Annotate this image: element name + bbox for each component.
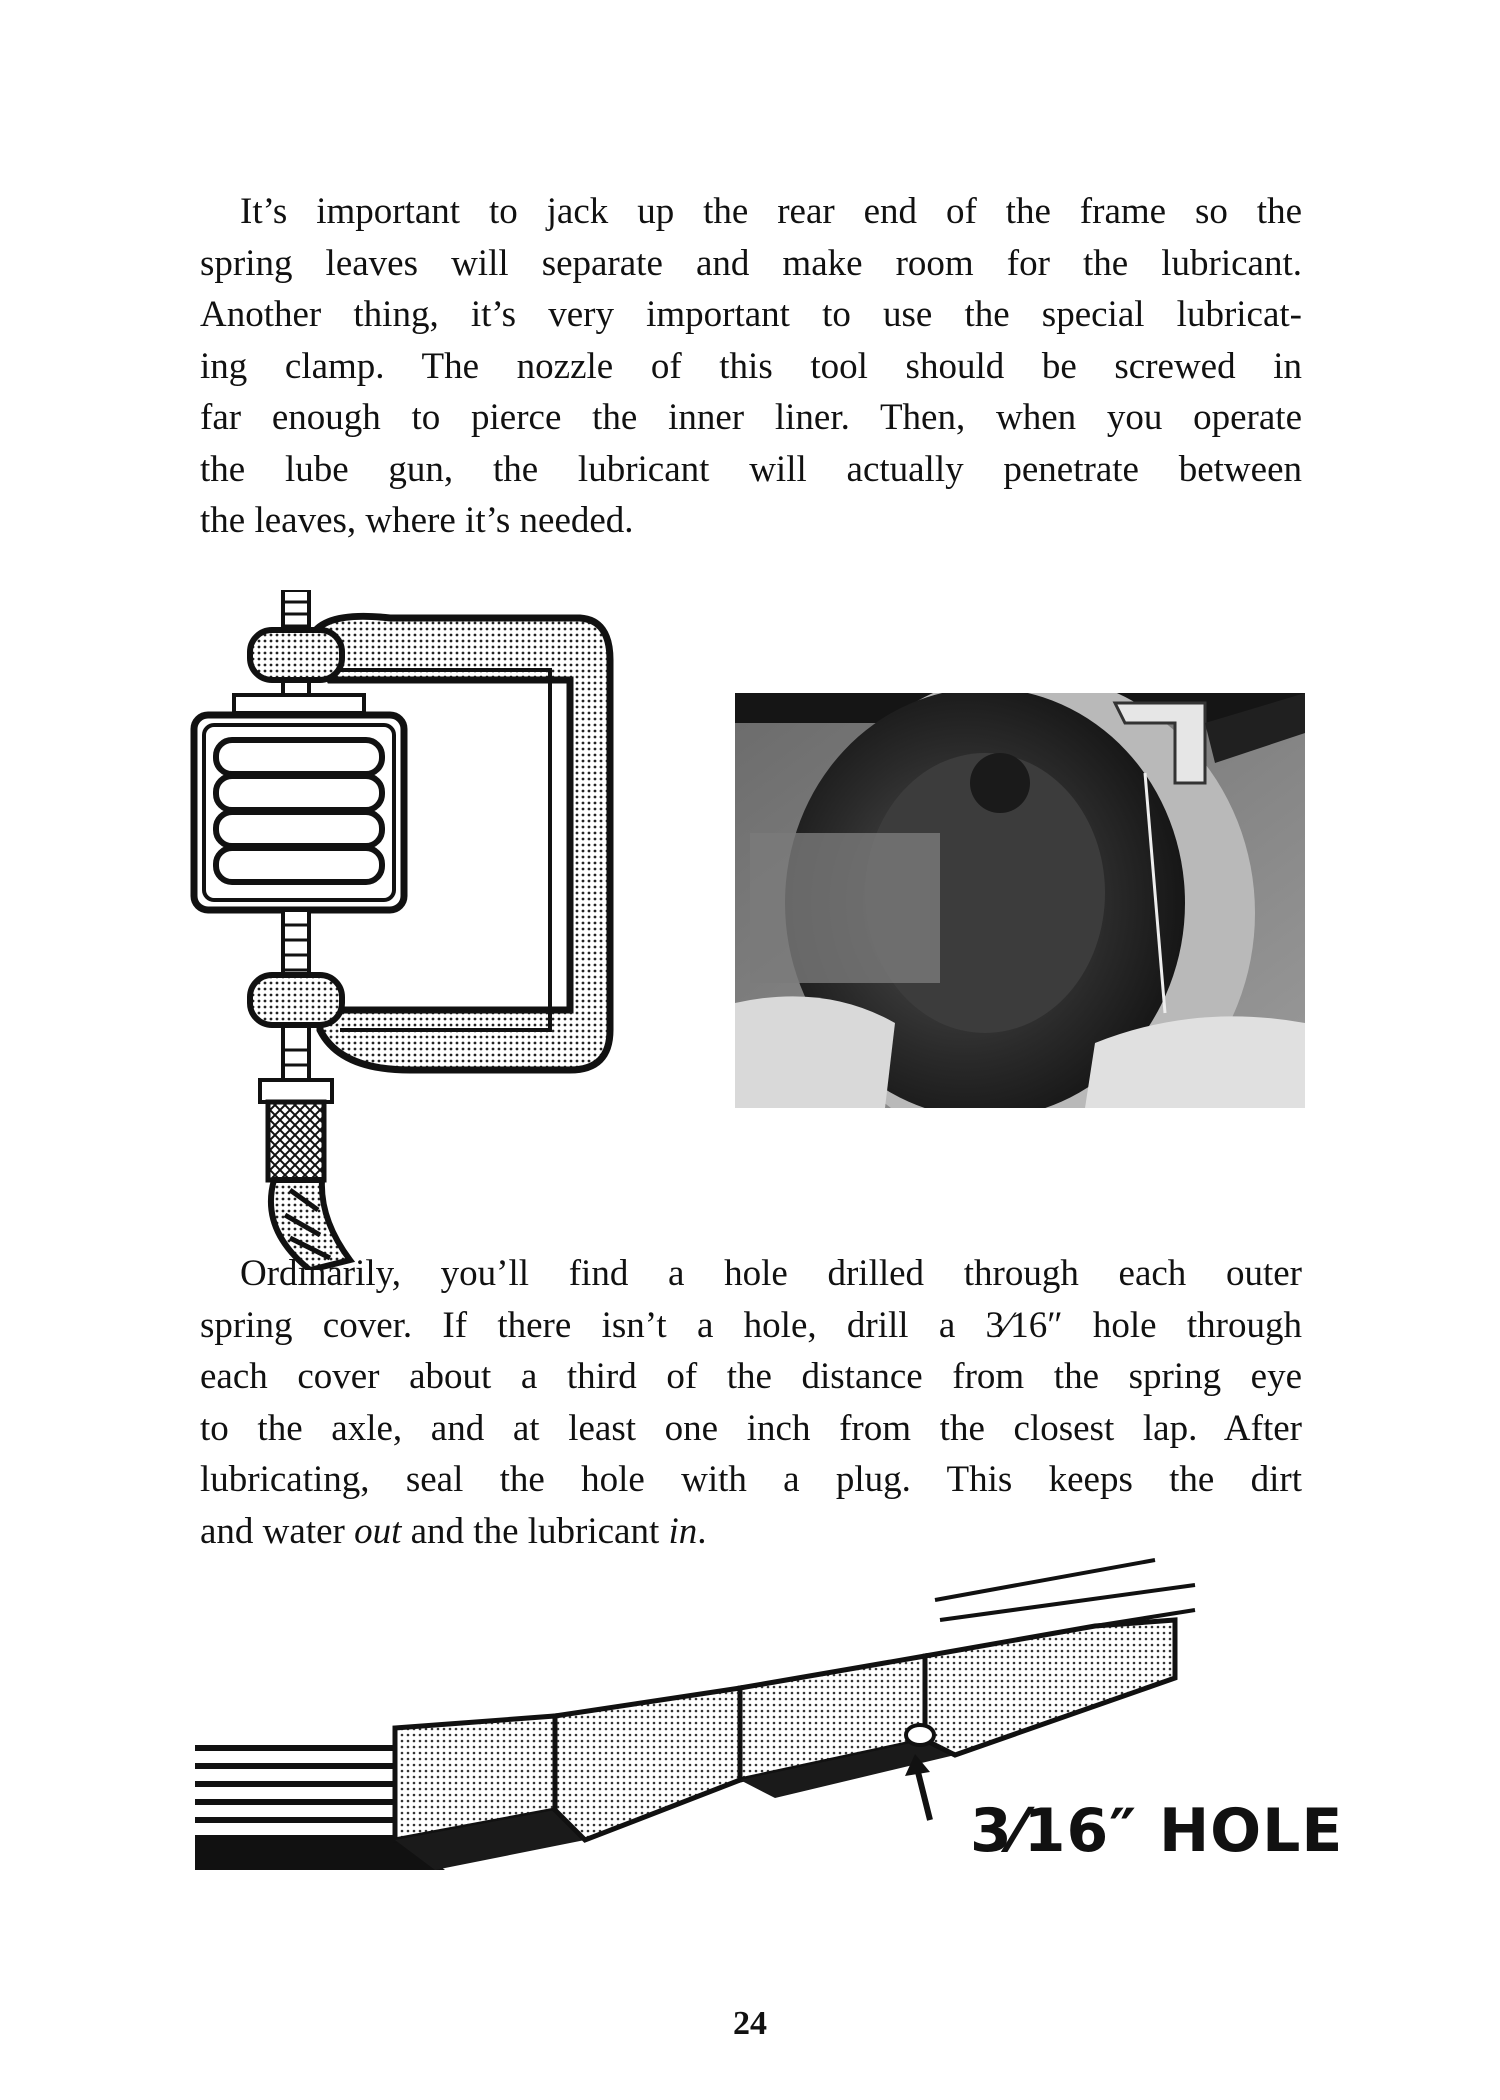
text-line: Another thing, it’s very important to use the special lubricat- bbox=[200, 294, 1302, 335]
emphasis-out: out bbox=[354, 1510, 402, 1552]
text-line: Ordinarily, you’ll find a hole drilled through each outer bbox=[240, 1253, 1302, 1294]
emphasis-in: in bbox=[668, 1510, 698, 1552]
hole-size-label: 3⁄16″ HOLE bbox=[970, 1796, 1344, 1866]
text-line: lubricating, seal the hole with a plug. This keeps the dirt bbox=[200, 1459, 1302, 1500]
page-number: 24 bbox=[733, 2005, 767, 2042]
text-segment: and the lubricant bbox=[401, 1510, 669, 1552]
paragraph-lubricating-clamp bbox=[200, 186, 1302, 547]
spring-lubrication-photo bbox=[735, 693, 1305, 1108]
text-segment: and water bbox=[200, 1510, 355, 1552]
text-line: far enough to pierce the inner liner. Then, when you operate bbox=[200, 397, 1302, 438]
text-segment: . bbox=[697, 1510, 707, 1552]
text-line: spring cover. If there isn’t a hole, drill a 3⁄16″ hole through bbox=[200, 1304, 1302, 1346]
lubricating-clamp-illustration bbox=[190, 590, 630, 1270]
text-line: to the axle, and at least one inch from the closest lap. After bbox=[200, 1407, 1302, 1449]
text-line: spring leaves will separate and make room for the lubricant. bbox=[200, 242, 1302, 284]
text-line: It’s important to jack up the rear end of the frame so the bbox=[240, 191, 1302, 232]
text-line: the leaves, where it’s needed. bbox=[200, 500, 634, 541]
text-line: each cover about a third of the distance from the spring eye bbox=[200, 1356, 1302, 1397]
text-line: the lube gun, the lubricant will actually penetrate between bbox=[200, 448, 1302, 490]
text-line: ing clamp. The nozzle of this tool should be screwed in bbox=[200, 345, 1302, 387]
paragraph-spring-cover-hole bbox=[200, 1248, 1302, 1557]
